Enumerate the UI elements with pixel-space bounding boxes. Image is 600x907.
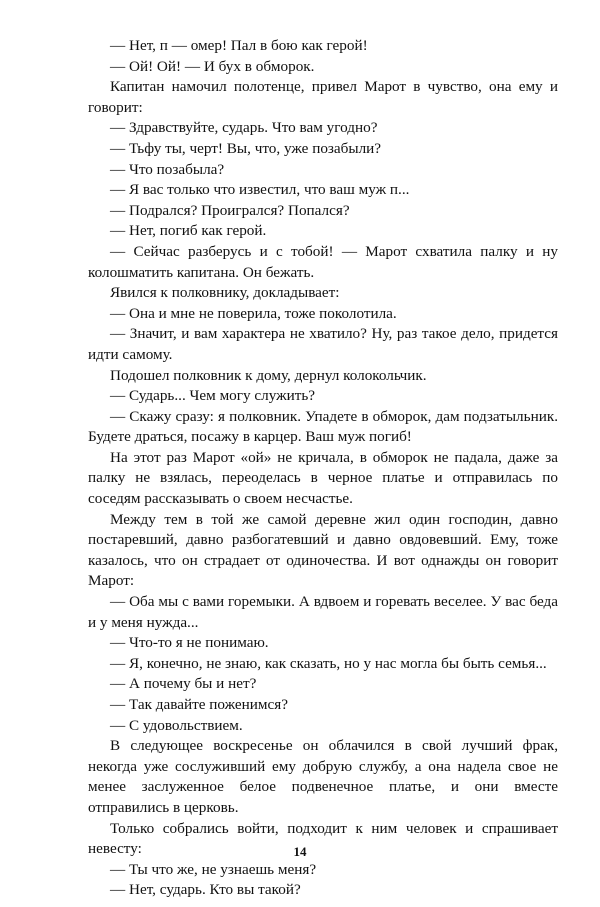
page-number: 14 bbox=[293, 844, 307, 859]
book-page-text bbox=[88, 36, 558, 901]
paragraph: — Нет, сударь. Кто вы такой? bbox=[110, 881, 301, 899]
paragraph: — Ой! Ой! — И бух в обморок. bbox=[110, 57, 315, 75]
paragraph: — Я, конечно, не знаю, как сказать, но у нас могла бы быть семья... bbox=[110, 654, 547, 672]
paragraph: На этот раз Марот «ой» не кричала, в обморок не падала, даже за палку не взялась, переоделась в черное платье и отправилась по соседям рассказывать о своем несчастье. bbox=[88, 448, 558, 508]
paragraph: — Что-то я не понимаю. bbox=[110, 634, 269, 652]
paragraph: — Сударь... Чем могу служить? bbox=[110, 387, 316, 405]
paragraph: — Здравствуйте, сударь. Что вам угодно? bbox=[110, 119, 378, 137]
paragraph: В следующее воскресенье он облачился в свой лучший фрак, некогда уже сослуживший ему добрую службу, а она надела свое не менее заслуженное белое подвенечное платье, и они вместе отправились в церковь. bbox=[88, 737, 558, 816]
paragraph: — Подрался? Проигрался? Попался? bbox=[110, 201, 350, 219]
paragraph: — С удовольствием. bbox=[110, 716, 243, 734]
paragraph: — Ты что же, не узнаешь меня? bbox=[110, 860, 317, 878]
paragraph: — Скажу сразу: я полковник. Упадете в обморок, дам подзатыльник. Будете драться, посажу в карцер. Ваш муж погиб! bbox=[88, 407, 558, 446]
paragraph: Между тем в той же самой деревне жил один господин, давно постаревший, давно разбогатевший и давно овдовевший. Ему, тоже казалось, что он страдает от одиночества. И вот однажды он говорит Марот: bbox=[88, 510, 558, 590]
paragraph: — Значит, и вам характера не хватило? Ну, раз такое дело, придется идти самому. bbox=[88, 325, 558, 363]
paragraph: Подошел полковник к дому, дернул колокольчик. bbox=[110, 366, 427, 384]
paragraph: — Тьфу ты, черт! Вы, что, уже позабыли? bbox=[110, 139, 382, 157]
paragraph: Только собрались войти, подходит к ним человек и спрашивает невесту: bbox=[88, 819, 558, 858]
paragraph: — Нет, погиб как герой. bbox=[110, 222, 267, 240]
paragraph: — Оба мы с вами горемыки. А вдвоем и горевать веселее. У вас беда и у меня нужда... bbox=[88, 593, 558, 631]
paragraph: Явился к полковнику, докладывает: bbox=[110, 284, 340, 302]
paragraph: — Сейчас разберусь и с тобой! — Марот схватила палку и ну колошматить капитана. Он бежать. bbox=[88, 242, 558, 281]
paragraph: — Она и мне не поверила, тоже поколотила. bbox=[110, 304, 397, 322]
paragraph: — Нет, п — омер! Пал в бою как герой! bbox=[110, 37, 368, 54]
paragraph: — Что позабыла? bbox=[110, 160, 225, 178]
paragraph: — Я вас только что известил, что ваш муж п... bbox=[110, 181, 410, 199]
paragraph: — А почему бы и нет? bbox=[110, 675, 257, 693]
paragraph: Капитан намочил полотенце, привел Марот в чувство, она ему и говорит: bbox=[88, 78, 558, 116]
paragraph: — Так давайте поженимся? bbox=[110, 696, 288, 713]
